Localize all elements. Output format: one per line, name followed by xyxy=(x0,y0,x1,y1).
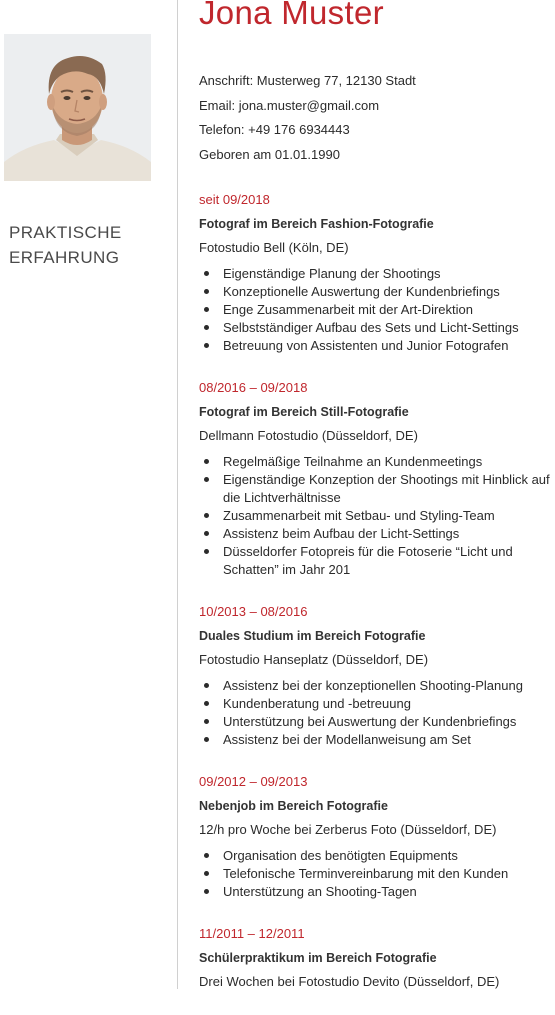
job-task-item: Regelmäßige Teilnahme an Kundenmeetings xyxy=(199,453,554,471)
job-title: Fotograf im Bereich Fashion-Fotografie xyxy=(199,217,434,231)
job-task-item: Assistenz bei der Modellanweisung am Set xyxy=(199,731,554,749)
job-company: Dellmann Fotostudio (Düsseldorf, DE) xyxy=(199,428,418,443)
job-company: 12/h pro Woche bei Zerberus Foto (Düsseldorf, DE) xyxy=(199,822,497,837)
person-name: Jona Muster xyxy=(199,0,384,31)
job-task-item: Eigenständige Planung der Shootings xyxy=(199,265,554,283)
job-task-item: Organisation des benötigten Equipments xyxy=(199,847,554,865)
job-task-list xyxy=(199,453,554,579)
job-entry xyxy=(199,925,554,991)
job-task-item: Unterstützung an Shooting-Tagen xyxy=(199,883,554,901)
job-date: 10/2013 – 08/2016 xyxy=(199,604,308,619)
job-task-item: Konzeptionelle Auswertung der Kundenbriefings xyxy=(199,283,554,301)
job-task-list xyxy=(199,265,554,355)
job-company: Drei Wochen bei Fotostudio Devito (Düsseldorf, DE) xyxy=(199,974,500,989)
section-title-experience xyxy=(9,220,122,270)
experience-list xyxy=(199,191,554,1015)
job-task-item: Assistenz bei der konzeptionellen Shooting-Planung xyxy=(199,677,554,695)
job-task-item: Zusammenarbeit mit Setbau- und Styling-Team xyxy=(199,507,554,525)
job-title: Fotograf im Bereich Still-Fotografie xyxy=(199,405,409,419)
job-company: Fotostudio Bell (Köln, DE) xyxy=(199,240,349,255)
job-title: Duales Studium im Bereich Fotografie xyxy=(199,629,426,643)
job-task-item: Telefonische Terminvereinbarung mit den Kunden xyxy=(199,865,554,883)
section-title-line1: PRAKTISCHE xyxy=(9,223,122,242)
job-task-item: Assistenz beim Aufbau der Licht-Settings xyxy=(199,525,554,543)
birth-line: Geboren am 01.01.1990 xyxy=(199,146,340,162)
email-line: Email: jona.muster@gmail.com xyxy=(199,97,380,113)
contact-block xyxy=(199,69,549,167)
address-line: Anschrift: Musterweg 77, 12130 Stadt xyxy=(199,73,416,88)
job-date: 08/2016 – 09/2018 xyxy=(199,380,308,395)
job-task-item: Eigenständige Konzeption der Shootings mit Hinblick auf die Lichtverhältnisse xyxy=(199,471,554,507)
job-entry xyxy=(199,379,554,579)
job-title: Nebenjob im Bereich Fotografie xyxy=(199,799,388,813)
portrait-image xyxy=(4,34,151,181)
phone-line: Telefon: +49 176 6934443 xyxy=(199,122,350,137)
job-date: seit 09/2018 xyxy=(199,192,270,207)
job-task-item: Unterstützung bei Auswertung der Kundenbriefings xyxy=(199,713,554,731)
job-task-item: Selbstständiger Aufbau des Sets und Licht-Settings xyxy=(199,319,554,337)
job-task-item: Betreuung von Assistenten und Junior Fotografen xyxy=(199,337,554,355)
job-title: Schülerpraktikum im Bereich Fotografie xyxy=(199,951,437,965)
job-task-list xyxy=(199,677,554,749)
job-entry xyxy=(199,603,554,749)
job-task-list xyxy=(199,847,554,901)
job-date: 09/2012 – 09/2013 xyxy=(199,774,308,789)
column-divider xyxy=(177,0,178,989)
section-title-line2: ERFAHRUNG xyxy=(9,248,120,267)
job-entry xyxy=(199,191,554,355)
job-entry xyxy=(199,773,554,901)
job-company: Fotostudio Hanseplatz (Düsseldorf, DE) xyxy=(199,652,429,667)
job-date: 11/2011 – 12/2011 xyxy=(199,926,305,941)
profile-photo xyxy=(4,34,151,181)
job-task-item: Enge Zusammenarbeit mit der Art-Direktion xyxy=(199,301,554,319)
job-task-item: Düsseldorfer Fotopreis für die Fotoserie “Licht und Schatten” im Jahr 201 xyxy=(199,543,554,579)
job-task-item: Kundenberatung und -betreuung xyxy=(199,695,554,713)
